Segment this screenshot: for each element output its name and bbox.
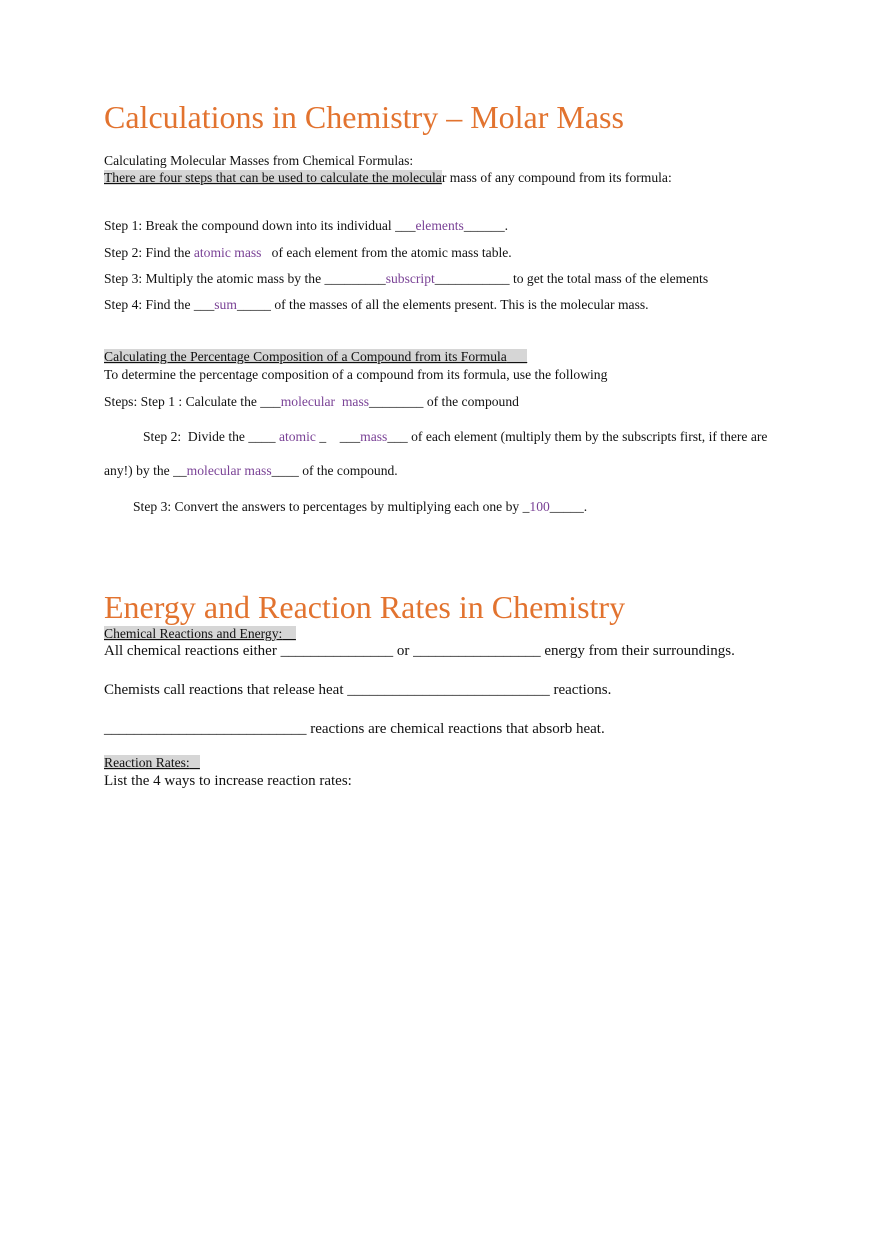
pc-step-3	[133, 500, 587, 514]
step-4-tail: _____ of the masses of all the elements present. This is the molecular mass.	[236, 297, 649, 312]
step-3	[104, 272, 708, 286]
pc-step-1-tail: ________ of the compound	[369, 394, 519, 409]
pc-step-3-answer: 100	[529, 499, 550, 514]
pc-step-2-answer-3: molecular mass	[186, 463, 272, 478]
energy-subheading	[104, 627, 296, 641]
energy-subheading-text: Chemical Reactions and Energy:	[104, 626, 296, 641]
reaction-rates-subheading	[104, 756, 200, 770]
percentage-subheading	[104, 350, 527, 364]
pc-step-3-text: Step 3: Convert the answers to percentages by multiplying each one by _	[133, 499, 530, 514]
molecular-mass-subheading: Calculating Molecular Masses from Chemical Formulas:	[104, 153, 414, 168]
step-1-answer: elements	[415, 218, 464, 233]
step-2-answer: atomic mass	[193, 245, 262, 260]
step-2	[104, 246, 512, 260]
section-2-title: Energy and Reaction Rates in Chemistry	[104, 589, 626, 625]
pc-step-2-mid: _ ___	[315, 429, 361, 444]
step-3-answer: subscript	[385, 271, 435, 286]
pc-step-2-line-2-tail: ____ of the compound.	[271, 463, 398, 478]
pc-step-1	[104, 395, 519, 409]
step-3-tail: ___________ to get the total mass of the elements	[434, 271, 709, 286]
step-3-text: Step 3: Multiply the atomic mass by the _________	[104, 271, 386, 286]
step-4-answer: sum	[214, 297, 237, 312]
step-1-text: Step 1: Break the compound down into its individual ___	[104, 218, 416, 233]
pc-step-2-answer-1: atomic	[278, 429, 316, 444]
step-1	[104, 219, 508, 233]
pc-step-2-tail: ___ of each element (multiply them by the subscripts first, if there are	[387, 429, 768, 444]
intro-highlight: There are four steps that can be used to calculate the molecula	[104, 170, 442, 185]
pc-step-2	[143, 430, 767, 444]
pc-step-3-tail: _____.	[549, 499, 588, 514]
percentage-intro: To determine the percentage composition of a compound from its formula, use the following	[104, 367, 608, 382]
energy-line-2: Chemists call reactions that release heat ___________________________ reactions.	[104, 682, 612, 698]
step-2-tail: of each element from the atomic mass table.	[261, 245, 512, 260]
percentage-subheading-text: Calculating the Percentage Composition of a Compound from its Formula	[104, 349, 527, 364]
pc-step-1-answer: molecular mass	[280, 394, 370, 409]
step-2-text: Step 2: Find the	[104, 245, 194, 260]
energy-line-3: ___________________________ reactions are chemical reactions that absorb heat.	[104, 721, 605, 737]
pc-step-2-line-2	[104, 464, 398, 478]
intro-rest: r mass of any compound from its formula:	[441, 170, 672, 185]
reaction-rates-line: List the 4 ways to increase reaction rates:	[104, 773, 352, 789]
step-1-tail: ______.	[463, 218, 509, 233]
reaction-rates-subheading-text: Reaction Rates:	[104, 755, 200, 770]
pc-step-2-line-2-text: any!) by the __	[104, 463, 187, 478]
intro-line	[104, 171, 672, 185]
pc-step-2-answer-2: mass	[360, 429, 388, 444]
step-4	[104, 298, 649, 312]
step-4-text: Step 4: Find the ___	[104, 297, 215, 312]
pc-step-2-text: Step 2: Divide the ____	[143, 429, 279, 444]
page-title: Calculations in Chemistry – Molar Mass	[104, 99, 624, 135]
pc-step-1-text: Steps: Step 1 : Calculate the ___	[104, 394, 281, 409]
energy-line-1: All chemical reactions either _______________ or _________________ energy from their surroundings.	[104, 643, 735, 659]
